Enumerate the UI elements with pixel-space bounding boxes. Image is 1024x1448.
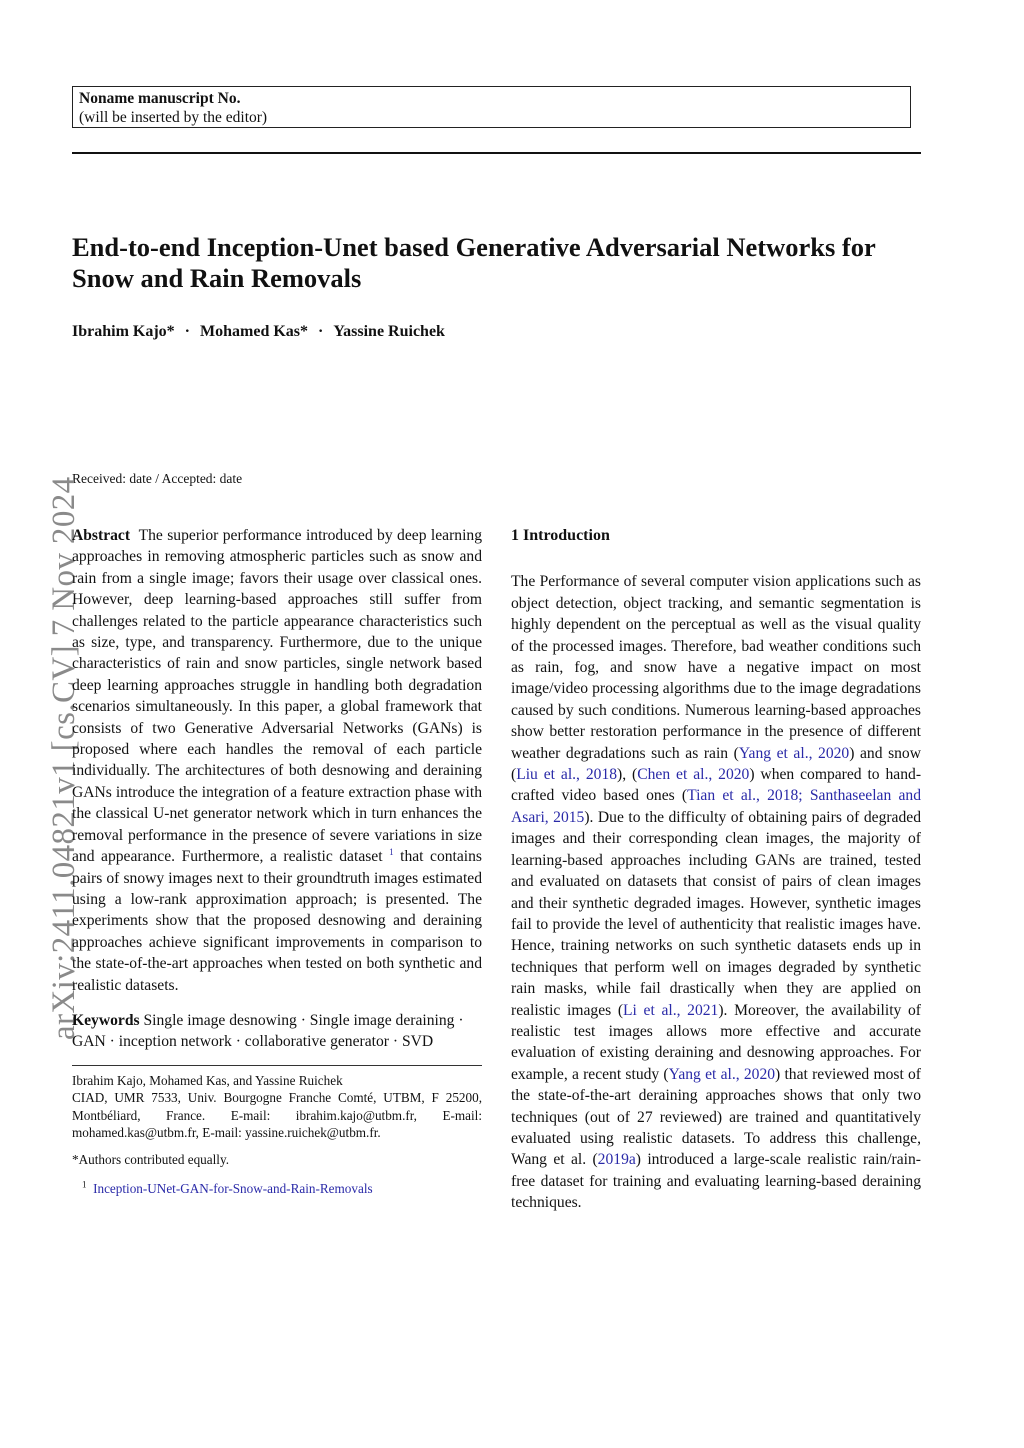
citation-link[interactable]: Liu et al., 2018	[516, 766, 618, 784]
abstract-label: Abstract	[72, 527, 131, 544]
citation-link[interactable]: Tian et al., 2018; Santhaseelan and Asari, 2015	[511, 787, 921, 826]
keywords-label: Keywords	[72, 1011, 140, 1029]
abstract	[72, 525, 482, 996]
arxiv-watermark: arXiv:2411.04821v1 [cs.CV] 7 Nov 2024	[46, 476, 82, 1040]
citation-link[interactable]: Li et al., 2021	[623, 1001, 719, 1019]
right-column	[511, 525, 921, 1214]
introduction-text: ). Moreover, the availability of realistic test images allows more effective and accurate evaluation of existing deraining and desnowing approaches. For example, a recent study (	[511, 1001, 921, 1083]
keywords-text: Single image desnowing · Single image deraining · GAN · inception network · collaborative generator · SVD	[72, 1011, 464, 1051]
repository-link[interactable]: Inception-UNet-GAN-for-Snow-and-Rain-Removals	[93, 1180, 373, 1196]
paper-title: End-to-end Inception-Unet based Generative Adversarial Networks for Snow and Rain Removals	[72, 232, 876, 293]
introduction-text: ) that reviewed most of the state-of-the-art deraining approaches shows that only two techniques (out of 27 reviewed) are trained and quantitatively evaluated using realistic datasets. To address this challenge, Wang et al. (	[511, 1065, 922, 1169]
equal-contribution-note: *Authors contributed equally.	[72, 1151, 229, 1167]
citation-link[interactable]: Yang et al., 2020	[668, 1065, 776, 1083]
manuscript-number: Noname manuscript No.	[79, 90, 241, 107]
keywords	[72, 1010, 482, 1053]
introduction-text: ) introduced a large-scale realistic rain/rain-free dataset for training and evaluating learning-based deraining techniques.	[511, 1151, 921, 1212]
author-3: Yassine Ruichek	[333, 323, 445, 340]
introduction-text: ), (	[617, 766, 638, 784]
affiliation-names: Ibrahim Kajo, Mohamed Kas, and Yassine Ruichek	[72, 1072, 343, 1088]
introduction-text: ) and snow (	[511, 744, 921, 784]
left-column	[72, 525, 482, 1199]
author-1: Ibrahim Kajo*	[72, 323, 175, 340]
abstract-text-part2: that contains pairs of snowy images next to their groundtruth images estimated using a low-rank approximation approach; is presented. The experiments show that the proposed desnowing and deraining approaches achieve significant improvements in comparison to the state-of-the-art approaches when tested on both synthetic and realistic datasets.	[72, 848, 482, 994]
abstract-text-part1: The superior performance introduced by deep learning approaches in removing atmospheric particles such as snow and rain from a single image; favors their usage over classical ones. However, deep learning-based approaches still suffer from challenges related to the particle appearance characteristics such as size, type, and transparency. Furthermore, due to the unique characteristics of rain and snow particles, single network based deep learning approaches struggle in handling both degradation scenarios simultaneously. In this paper, a global framework that consists of two Generative Adversarial Networks (GANs) is proposed where each handles the removal of each particle individually. The architectures of both desnowing and deraining GANs introduce the integration of a feature extraction phase with the classical U-net generator network which in turn enhances the removal performance in the presence of severe variations in size and appearance. Furthermore, a realistic dataset	[72, 527, 482, 866]
introduction-text: ) when compared to hand-crafted video based ones (	[511, 766, 922, 805]
author-2: Mohamed Kas*	[200, 323, 309, 340]
section-heading-introduction: 1 Introduction	[511, 527, 610, 544]
citation-link[interactable]: 2019a	[597, 1151, 636, 1169]
affiliation-divider	[72, 1065, 482, 1066]
author-list	[72, 323, 445, 341]
editor-note: (will be inserted by the editor)	[79, 109, 268, 126]
introduction-paragraph	[511, 571, 921, 1213]
affiliation-address: CIAD, UMR 7533, Univ. Bourgogne Franche Comté, UTBM, F 25200, Montbéliard, France. E-mail: ibrahim.kajo@utbm.fr, E-mail: mohamed.kas@utbm.fr, E-mail: yassine.ruichek@utbm.fr.	[72, 1090, 482, 1141]
manuscript-info-box	[72, 86, 911, 128]
author-separator: ·	[184, 323, 191, 340]
introduction-text: The Performance of several computer vision applications such as object detection, object tracking, and semantic segmentation is highly dependent on the perceptual as well as the visual quality of the processed images. Therefore, bad weather conditions such as rain, fog, and snow have a negative impact on most image/video processing algorithms due to the image degradations caused by such conditions. Numerous learning-based approaches show better restoration performance in the presence of different weather degradations such as rain (	[511, 573, 921, 762]
citation-link[interactable]: Chen et al., 2020	[637, 766, 750, 784]
author-separator: ·	[318, 323, 324, 340]
affiliation	[72, 1072, 482, 1142]
footnote-number: 1	[82, 1179, 87, 1190]
footnote-marker[interactable]: 1	[389, 846, 394, 857]
header-divider	[72, 152, 921, 154]
introduction-text: ). Due to the difficulty of obtaining pairs of degraded images and their corresponding clean images, the majority of learning-based approaches including GANs are trained, tested and evaluated on datasets that consist of pairs of clean images and their synthetic degraded images. However, synthetic images fail to provide the level of authenticity that realistic images have. Hence, training networks on such synthetic datasets ends up in techniques that perform well on images degraded by synthetic rain masks, while fail drastically when they are applied on realistic images (	[511, 808, 921, 1019]
footnote	[72, 1178, 482, 1199]
received-date: Received: date / Accepted: date	[72, 471, 243, 486]
citation-link[interactable]: Yang et al., 2020	[738, 744, 850, 762]
